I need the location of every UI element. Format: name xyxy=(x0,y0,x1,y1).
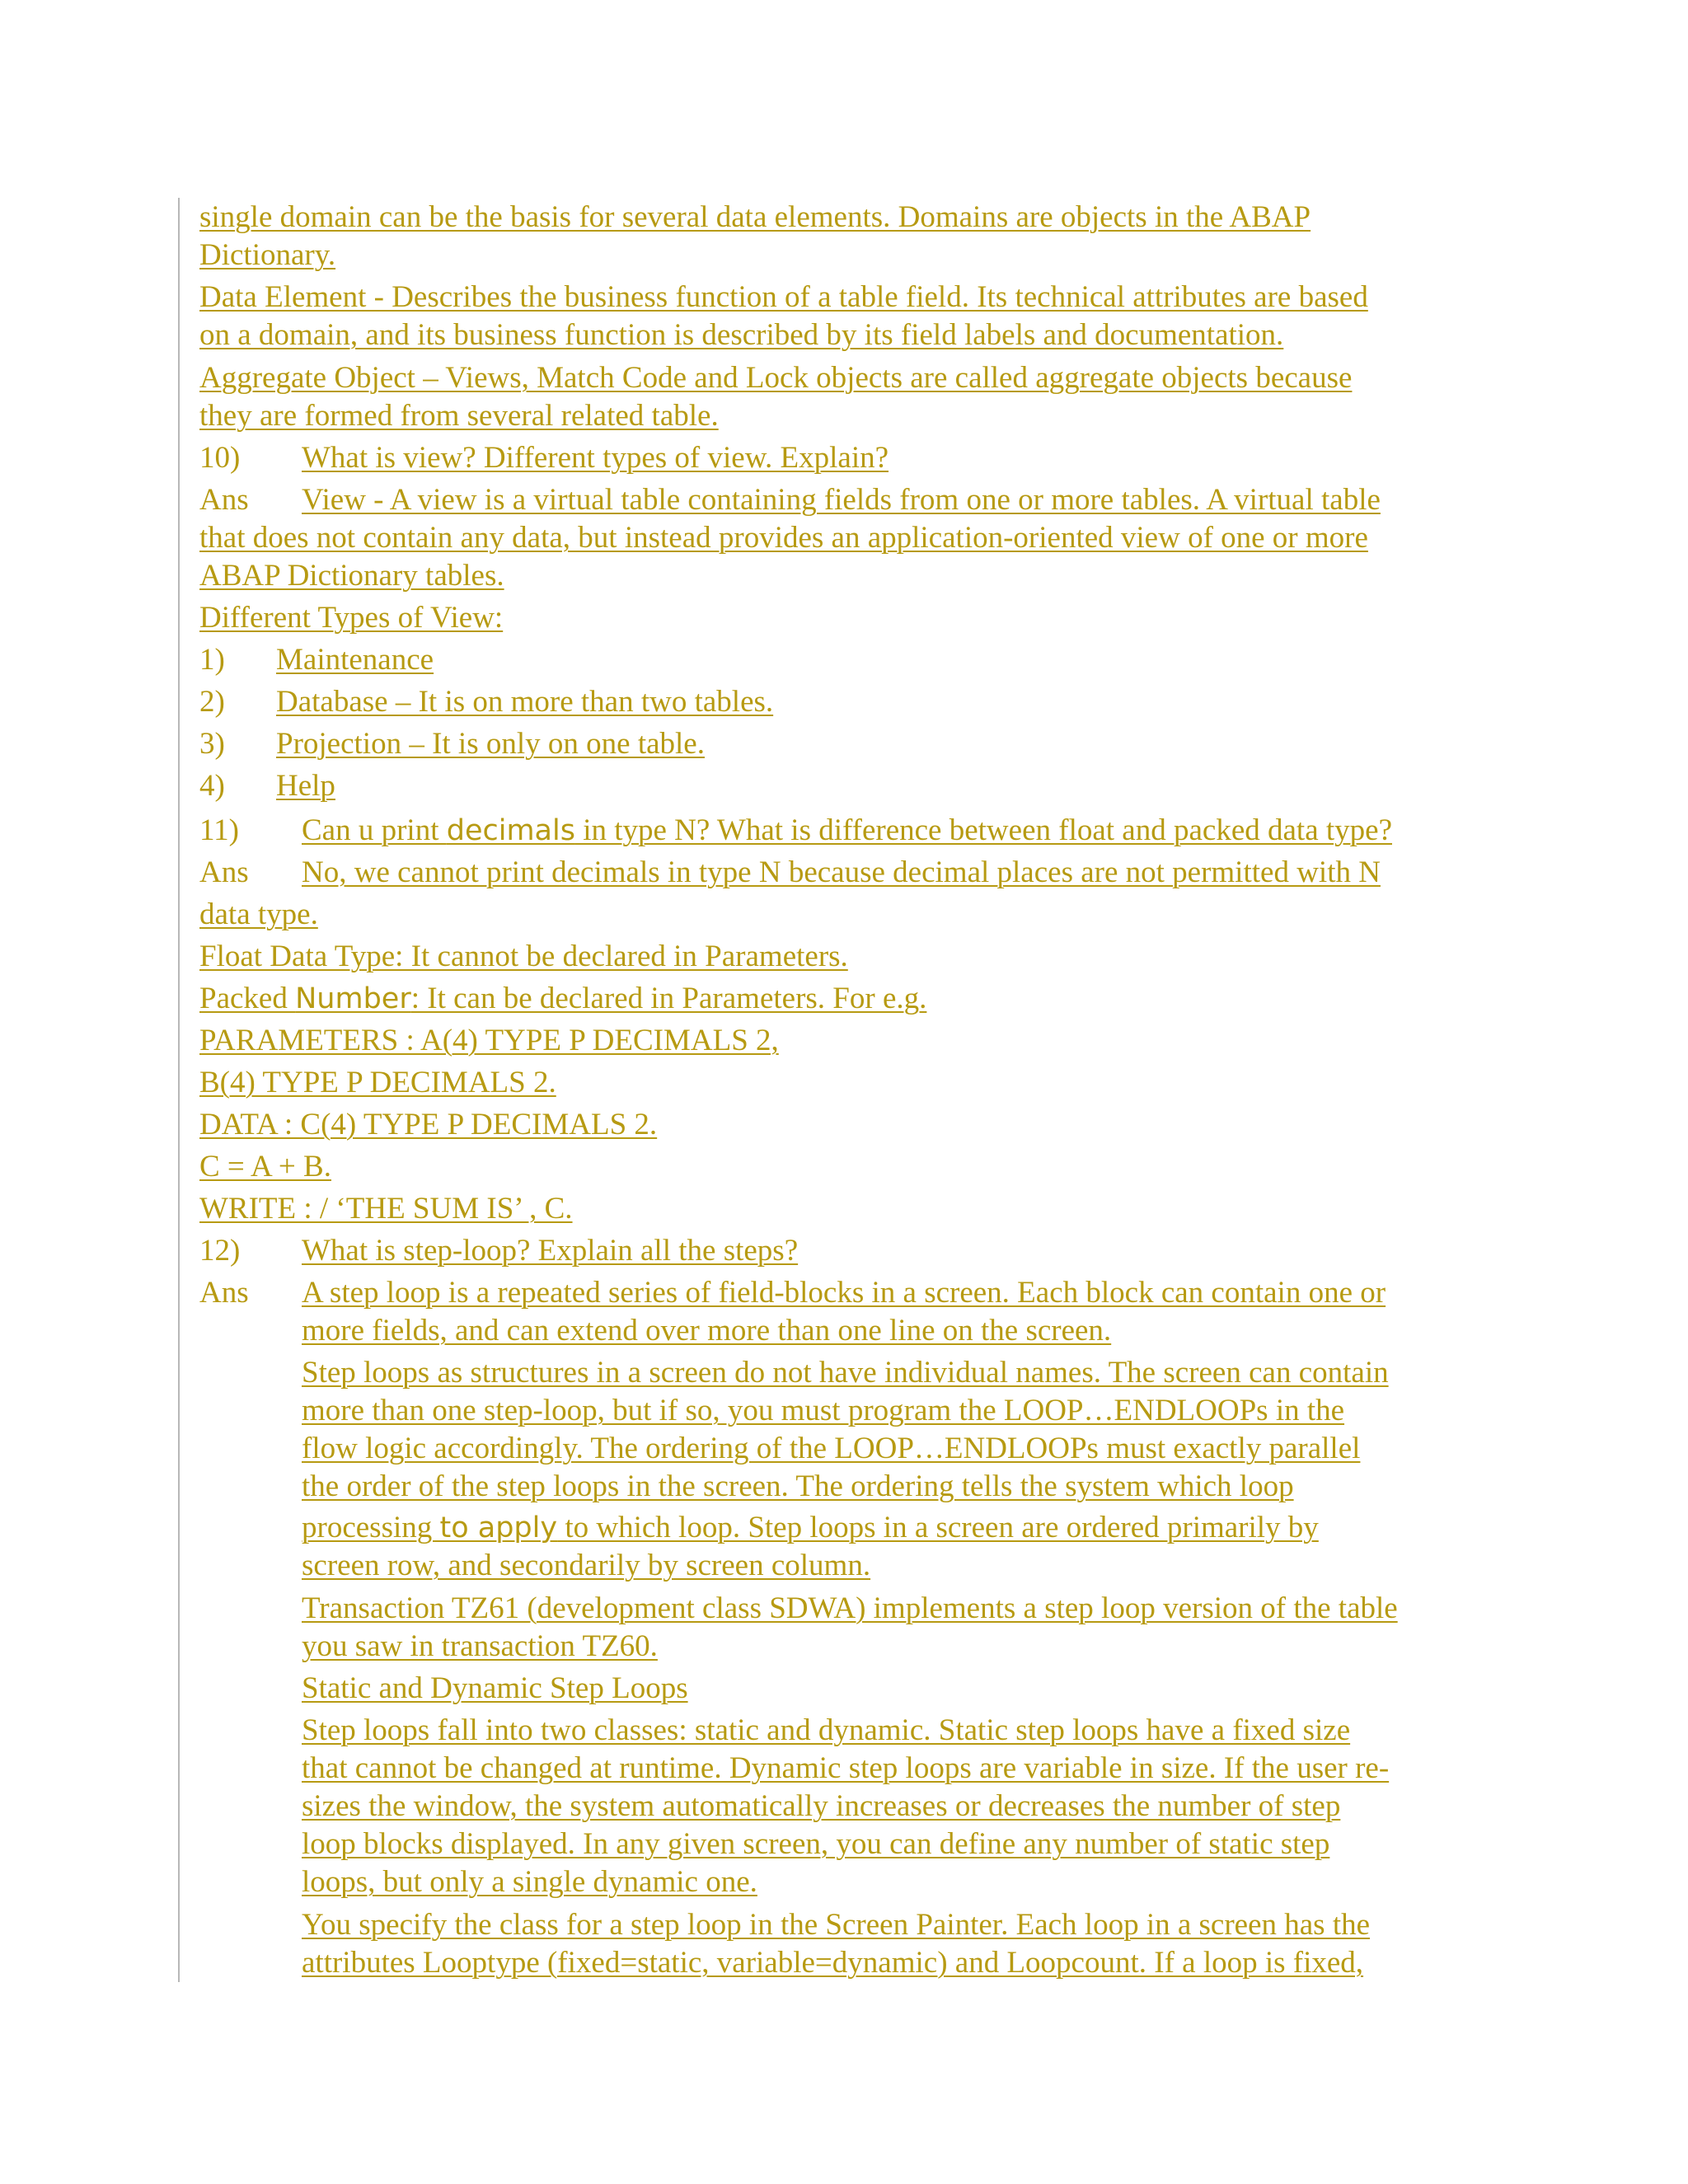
text-line xyxy=(199,981,926,1017)
text-line: that does not contain any data, but instead provides an application-oriented view of one or more xyxy=(199,521,1368,555)
list-text: Maintenance xyxy=(276,643,434,677)
text-line: more than one step-loop, but if so, you must program the LOOP…ENDLOOPs in the xyxy=(302,1394,1345,1427)
question-11 xyxy=(199,813,1392,849)
code-line: B(4) TYPE P DECIMALS 2. xyxy=(199,1066,556,1099)
answer-label: Ans xyxy=(199,483,249,517)
text-line: more fields, and can extend over more than one line on the screen. xyxy=(302,1314,1112,1347)
text-line: Transaction TZ61 (development class SDWA) implements a step loop version of the table xyxy=(302,1591,1398,1625)
list-number: 3) xyxy=(199,727,225,761)
answer-label: Ans xyxy=(199,1276,249,1310)
text-line: Step loops fall into two classes: static and dynamic. Static step loops have a fixed size xyxy=(302,1713,1351,1747)
answer-text: No, we cannot print decimals in type N because decimal places are not permitted with N xyxy=(302,855,1381,889)
list-item xyxy=(199,684,773,720)
text-line: Aggregate Object – Views, Match Code and Lock objects are called aggregate objects because xyxy=(199,361,1353,395)
question-text: in type N? What is difference between float and packed data type? xyxy=(574,813,1392,847)
question-12 xyxy=(199,1233,798,1269)
list-number: 1) xyxy=(199,643,225,677)
text-line: Float Data Type: It cannot be declared in Parameters. xyxy=(199,940,848,973)
code-line: PARAMETERS : A(4) TYPE P DECIMALS 2, xyxy=(199,1024,779,1057)
list-number: 2) xyxy=(199,685,225,719)
list-item xyxy=(199,726,705,762)
question-number: 12) xyxy=(199,1234,241,1268)
list-number: 4) xyxy=(199,769,225,803)
list-text: Help xyxy=(276,769,335,803)
text-line: Data Element - Describes the business function of a table field. Its technical attributes are based xyxy=(199,280,1368,314)
text-line: Step loops as structures in a screen do not have individual names. The screen can contain xyxy=(302,1356,1389,1390)
text-line: the order of the step loops in the screen. The ordering tells the system which loop xyxy=(302,1469,1294,1503)
text-line: on a domain, and its business function is described by its field labels and documentation. xyxy=(199,318,1284,352)
text-segment: to apply xyxy=(439,1511,558,1544)
question-10 xyxy=(199,440,889,476)
answer-12 xyxy=(199,1275,1386,1311)
code-line: WRITE : / ‘THE SUM IS’ , C. xyxy=(199,1192,573,1226)
answer-text: A step loop is a repeated series of field-blocks in a screen. Each block can contain one or xyxy=(302,1276,1386,1310)
text-segment: : It can be declared in Parameters. For e.g. xyxy=(410,982,927,1015)
question-text: What is view? Different types of view. Explain? xyxy=(302,441,889,475)
text-segment: processing xyxy=(302,1511,440,1544)
text-line: that cannot be changed at runtime. Dynamic step loops are variable in size. If the user re- xyxy=(302,1751,1390,1785)
list-text: Database – It is on more than two tables. xyxy=(276,685,774,719)
text-line: screen row, and secondarily by screen column. xyxy=(302,1549,871,1582)
text-line: sizes the window, the system automatically increases or decreases the number of step xyxy=(302,1789,1341,1823)
question-text: decimals xyxy=(446,814,575,847)
change-bar xyxy=(178,198,180,1982)
text-line: ABAP Dictionary tables. xyxy=(199,559,504,593)
section-heading: Static and Dynamic Step Loops xyxy=(302,1671,688,1705)
text-line xyxy=(302,1510,1319,1546)
text-line: they are formed from several related table. xyxy=(199,399,719,433)
text-line: attributes Looptype (fixed=static, variable=dynamic) and Loopcount. If a loop is fixed, xyxy=(302,1946,1364,1980)
question-number: 10) xyxy=(199,441,241,475)
text-line: flow logic accordingly. The ordering of the LOOP…ENDLOOPs must exactly parallel xyxy=(302,1432,1361,1465)
code-line: DATA : C(4) TYPE P DECIMALS 2. xyxy=(199,1108,658,1141)
answer-11 xyxy=(199,855,1381,891)
question-text: What is step-loop? Explain all the steps? xyxy=(302,1234,799,1268)
answer-text: View - A view is a virtual table containing fields from one or more tables. A virtual table xyxy=(302,483,1381,517)
list-text: Projection – It is only on one table. xyxy=(276,727,705,761)
question-text: Can u print xyxy=(302,813,447,847)
list-item xyxy=(199,768,335,804)
answer-10 xyxy=(199,482,1381,518)
text-segment: Packed xyxy=(199,982,296,1015)
text-segment: to which loop. Step loops in a screen are ordered primarily by xyxy=(557,1511,1319,1544)
answer-label: Ans xyxy=(199,855,249,889)
text-line: loop blocks displayed. In any given screen, you can define any number of static step xyxy=(302,1827,1330,1861)
question-number: 11) xyxy=(199,813,239,847)
code-line: C = A + B. xyxy=(199,1150,331,1183)
list-item xyxy=(199,642,434,678)
text-segment: Number xyxy=(295,982,411,1015)
text-line: loops, but only a single dynamic one. xyxy=(302,1865,757,1899)
text-line: you saw in transaction TZ60. xyxy=(302,1629,658,1663)
text-line: Dictionary. xyxy=(199,238,336,272)
text-line: data type. xyxy=(199,898,318,931)
text-line: single domain can be the basis for several data elements. Domains are objects in the ABAP xyxy=(199,200,1311,234)
text-line: Different Types of View: xyxy=(199,601,504,635)
text-line: You specify the class for a step loop in the Screen Painter. Each loop in a screen has the xyxy=(302,1908,1371,1942)
